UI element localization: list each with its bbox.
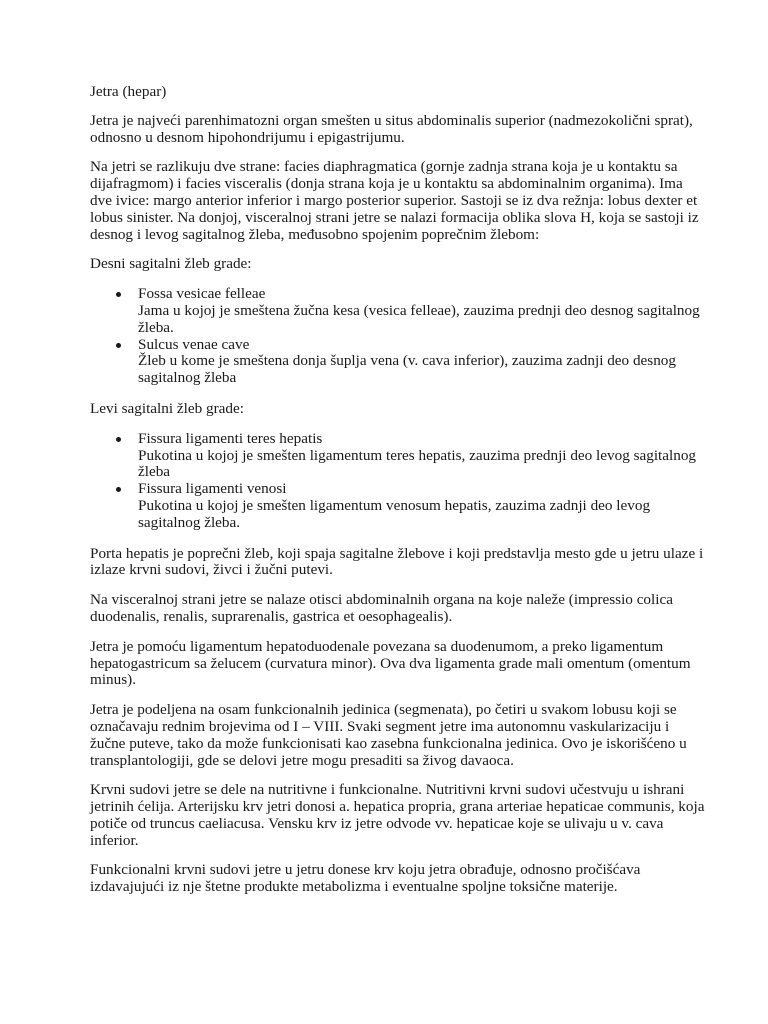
right-sagittal-heading: Desni sagitalni žleb grade: <box>90 255 252 273</box>
bullet-icon <box>116 343 121 348</box>
paragraph-nutritive-vessels: Krvni sudovi jetre se dele na nutritivne i funkcionalne. Nutritivni krvni sudovi učestvuju u ishrani jetrinih ćelija. Arterijsku krv jetri donosi a. hepatica propria, grana arteriae hepaticae communis, koja potiče od truncus caeliacusa. Vensku krv iz jetre odvode vv. hepaticae koje se ulivaju u v. cava inferior. <box>90 781 705 849</box>
left-sagittal-heading: Levi sagitalni žleb grade: <box>90 399 244 417</box>
list-item-name: Fissura ligamenti venosi <box>138 480 287 498</box>
paragraph-surfaces: Na jetri se razlikuju dve strane: facies diaphragmatica (gornje zadnja strana koja je u kontaktu sa dijafragmom) i facies visceralis (donja strana koja je u kontaktu sa abdominalnim organima). Ima dve ivice: margo anterior inferior i margo posterior superior. Sastoji se iz dva režnja: lobus dexter et lobus sinister. Na donjoj, visceralnoj strani jetre se nalazi formacija oblika slova H, koja se sastoji iz desnog i levog sagitalnog žleba, međusobno spojenim poprečnim žlebom: <box>90 158 699 243</box>
list-item <box>90 481 706 531</box>
document-title: Jetra (hepar) <box>90 83 167 100</box>
list-item-name: Fissura ligamenti teres hepatis <box>138 429 323 447</box>
list-item-description: Žleb u kome je smeštena donja šuplja vena (v. cava inferior), zauzima zadnji deo desnog sagitalnog žleba <box>138 352 676 387</box>
list-item-description: Pukotina u kojoj je smešten ligamentum teres hepatis, zauzima prednji deo levog sagitalnog žleba <box>138 446 697 481</box>
document-page <box>90 84 706 909</box>
bullet-icon <box>116 487 121 492</box>
right-sagittal-list <box>90 286 706 387</box>
paragraph-functional-vessels: Funkcionalni krvni sudovi jetre u jetru donese krv koju jetra obrađuje, odnosno pročišćava izdavajujući iz nje štetne produkte metabolizma i eventualne spoljne toksične materije. <box>90 861 641 896</box>
list-item <box>90 286 706 336</box>
bullet-icon <box>116 437 121 442</box>
paragraph-intro: Jetra je najveći parenhimatozni organ smešten u situs abdominalis superior (nadmezokolični sprat), odnosno u desnom hipohondrijumu i epigastrijumu. <box>90 111 693 146</box>
list-item <box>90 431 706 481</box>
list-item-name: Sulcus venae cave <box>138 335 250 353</box>
paragraph-segments: Jetra je podeljena na osam funkcionalnih jedinica (segmenata), po četiri u svakom lobusu koji se označavaju rednim brojevima od I – VIII. Svaki segment jetre ima autonomnu vaskularizaciju i žučne puteve, tako da može funkcionisati kao zasebna funkcionalna jedinica. Ovo je iskorišćeno u transplantologiji, gde se delovi jetre mogu presaditi sa živog davaoca. <box>90 701 687 769</box>
list-item-description: Jama u kojoj je smeštena žučna kesa (vesica felleae), zauzima prednji deo desnog sagitalnog žleba. <box>138 301 700 336</box>
paragraph-ligaments: Jetra je pomoću ligamentum hepatoduodenale povezana sa duodenumom, a preko ligamentum hepatogastricum sa želucem (curvatura minor). Ova dva ligamenta grade mali omentum (omentum minus). <box>90 637 691 689</box>
bullet-icon <box>116 292 121 297</box>
left-sagittal-list <box>90 431 706 532</box>
paragraph-porta-hepatis: Porta hepatis je poprečni žleb, koji spaja sagitalne žlebove i koji predstavlja mesto gde u jetru ulaze i izlaze krvni sudovi, živci i žučni putevi. <box>90 544 704 579</box>
paragraph-impressions: Na visceralnoj strani jetre se nalaze otisci abdominalnih organa na koje naleže (impressio colica duodenalis, renalis, suprarenalis, gastrica et oesophagealis). <box>90 591 673 625</box>
list-item-description: Pukotina u kojoj je smešten ligamentum venosum hepatis, zauzima zadnji deo levog sagitalnog žleba. <box>138 496 651 531</box>
list-item-name: Fossa vesicae felleae <box>138 285 266 303</box>
list-item <box>90 337 706 387</box>
